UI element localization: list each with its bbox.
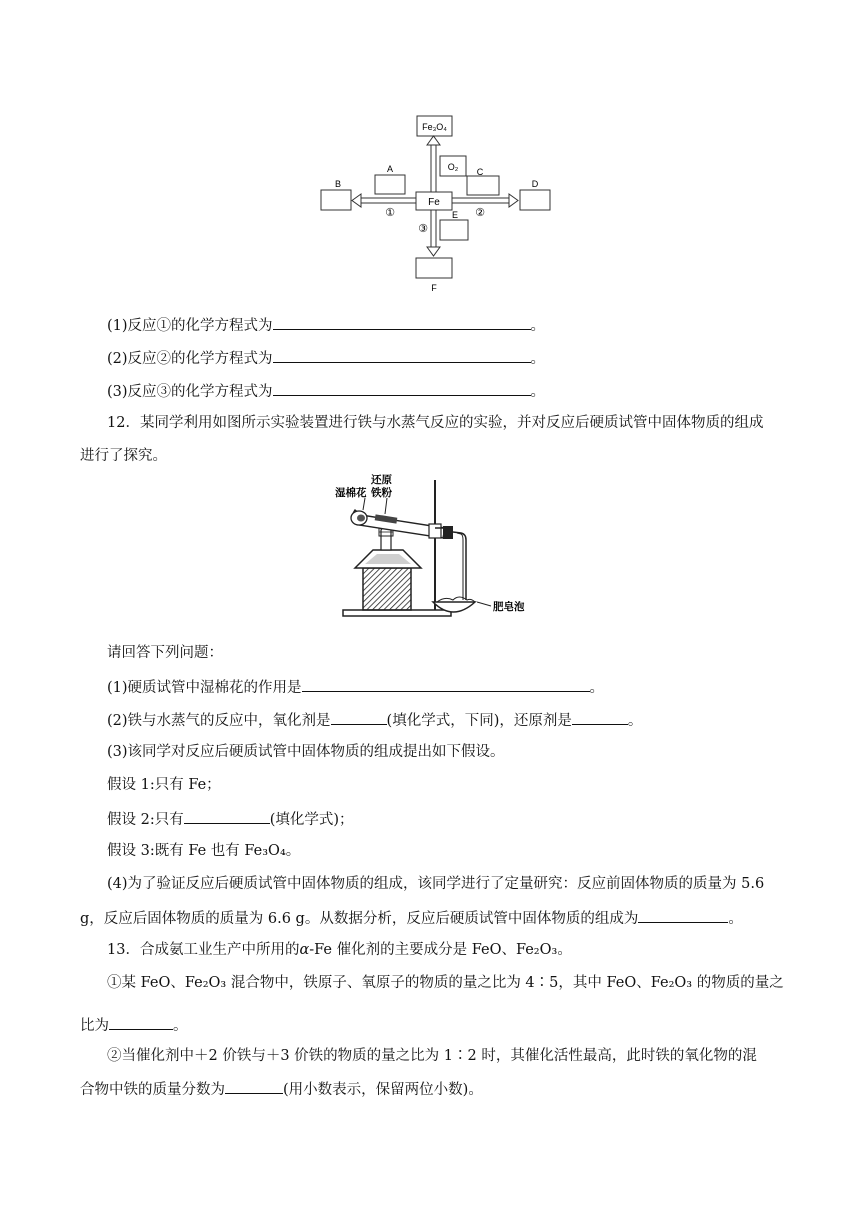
label-e: E (451, 210, 459, 220)
q11-line-3: (3)反应③的化学方程式为 。 (107, 380, 545, 402)
fe3o4-label: Fe₃O₄ (422, 122, 447, 132)
answer-blank[interactable] (184, 808, 270, 824)
answer-blank[interactable] (638, 907, 728, 923)
label-a: A (386, 164, 394, 174)
q13-sub-1-b: 比为 。 (80, 1014, 188, 1036)
answer-blank[interactable] (302, 676, 590, 692)
q11-line-1: (1)反应①的化学方程式为 。 (107, 314, 545, 336)
box-a (375, 175, 405, 194)
q12-part-3: (3)该同学对反应后硬质试管中固体物质的组成提出如下假设。 (107, 744, 505, 760)
answer-blank[interactable] (273, 347, 531, 363)
fe-center-label: Fe (428, 197, 440, 208)
q13-sub-2-a: ②当催化剂中＋2 价铁与＋3 价铁的物质的量之比为 1∶2 时，其催化活性最高，此时铁的氧化物的混 (107, 1048, 757, 1064)
arrow-down-icon (427, 247, 440, 256)
q12-intro-2: 进行了探究。 (80, 448, 167, 464)
label-b: B (334, 179, 342, 189)
q12-part-1: (1)硬质试管中湿棉花的作用是 。 (107, 676, 604, 698)
q13-sub-2-b: 合物中铁的质量分数为 (用小数表示，保留两位小数)。 (80, 1078, 483, 1100)
q13-intro: 13．合成氨工业生产中所用的α-Fe 催化剂的主要成分是 FeO、Fe₂O₃。 (107, 942, 572, 958)
q12-part-4-a: (4)为了验证反应后硬质试管中固体物质的组成，该同学进行了定量研究：反应前固体物质的质量为 5.6 (107, 876, 765, 892)
label-reduced-iron-1: 还原 (371, 474, 392, 486)
fe-reaction-diagram (310, 108, 560, 298)
answer-blank[interactable] (331, 709, 387, 725)
q12-hypothesis-3: 假设 3:既有 Fe 也有 Fe₃O₄。 (107, 843, 301, 859)
answer-blank[interactable] (273, 380, 531, 396)
arrow-right-icon (509, 194, 518, 207)
box-d (520, 190, 550, 210)
arrow-up-icon (427, 136, 440, 145)
q12-intro-1: 12．某同学利用如图所示实验装置进行铁与水蒸气反应的实验，并对反应后硬质试管中固体物质的组成 (107, 415, 764, 431)
label-f: F (431, 283, 437, 293)
box-b (321, 190, 351, 210)
box-e (440, 220, 468, 240)
answer-blank[interactable] (273, 314, 531, 330)
reaction-3-label: ③ (418, 223, 428, 235)
label-wet-cotton: 湿棉花 (335, 487, 367, 499)
label-soap-bubble: 肥皂泡 (493, 601, 525, 613)
q12-part-4-b: g，反应后固体物质的质量为 6.6 g。从数据分析，反应后硬质试管中固体物质的组成为 。 (80, 907, 743, 929)
box-c (467, 176, 499, 195)
arrow-left-icon (352, 194, 361, 207)
box-f (416, 258, 452, 278)
answer-blank[interactable] (225, 1078, 283, 1094)
q13-sub-1-a: ①某 FeO、Fe₂O₃ 混合物中，铁原子、氧原子的物质的量之比为 4∶5，其中 FeO、Fe₂O₃ 的物质的量之 (107, 975, 784, 991)
label-reduced-iron-2: 铁粉 (371, 487, 392, 499)
answer-blank[interactable] (109, 1014, 173, 1030)
q12-hypothesis-1: 假设 1:只有 Fe； (107, 777, 221, 793)
label-c: C (476, 167, 484, 177)
reaction-2-label: ② (475, 207, 485, 219)
label-o2: O₂ (447, 162, 459, 172)
q12-hypothesis-2: 假设 2:只有 (填化学式)； (107, 808, 354, 830)
label-d: D (531, 179, 539, 189)
q12-part-2: (2)铁与水蒸气的反应中，氧化剂是 (填化学式，下同)，还原剂是 。 (107, 709, 642, 731)
burner (363, 568, 411, 610)
reaction-1-label: ① (385, 207, 395, 219)
q12-ask: 请回答下列问题： (107, 645, 223, 661)
apparatus-figure (325, 470, 535, 625)
q11-line-2: (2)反应②的化学方程式为 。 (107, 347, 545, 369)
answer-blank[interactable] (572, 709, 628, 725)
